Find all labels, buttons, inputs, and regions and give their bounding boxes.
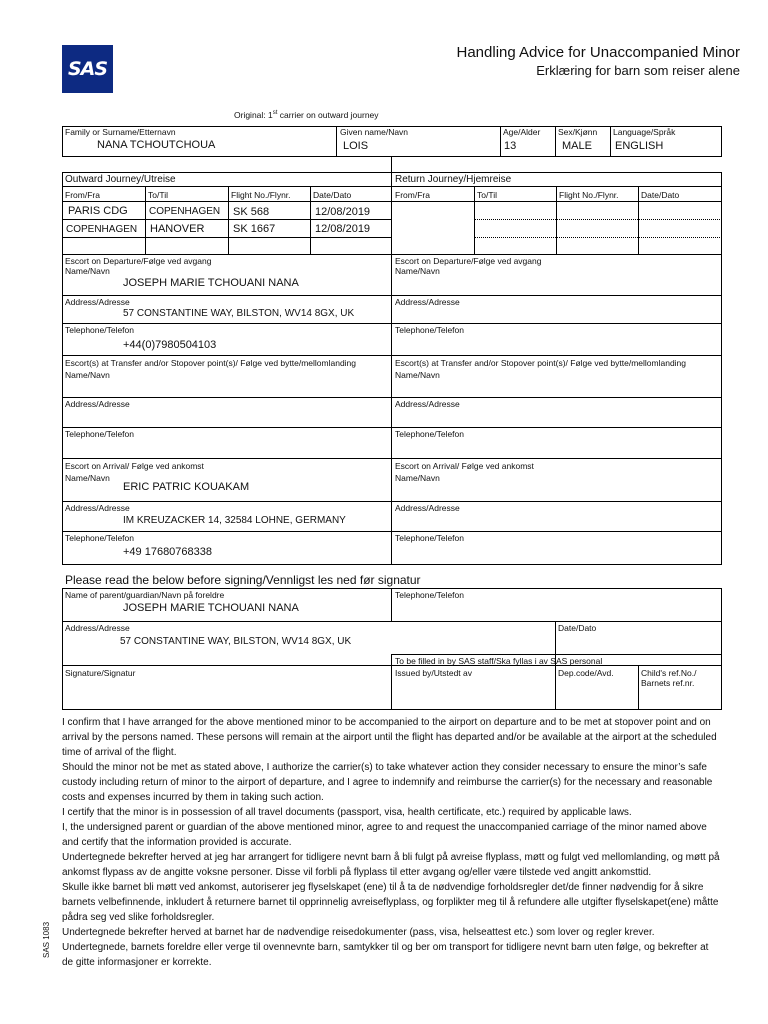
original-note: Original: 1st carrier on outward journey xyxy=(234,110,379,120)
ret-transfer-escort-label: Escort(s) at Transfer and/or Stopover point(s)/ Følge ved bytte/mellomlanding xyxy=(395,358,687,368)
transfer-escort-label: Escort(s) at Transfer and/or Stopover point(s)/ Følge ved bytte/mellomlanding xyxy=(65,358,357,368)
arrival-address-field[interactable]: IM KREUZACKER 14, 32584 LOHNE, GERMANY xyxy=(123,515,346,526)
guardian-name-label: Name of parent/guardian/Navn på foreldre xyxy=(65,590,225,600)
departure-phone-label: Telephone/Telefon xyxy=(65,325,135,335)
guardian-address-label: Address/Adresse xyxy=(65,623,130,633)
arrival-escort-label: Escort on Arrival/ Følge ved ankomst xyxy=(65,461,204,471)
outward-heading: Outward Journey/Utreise xyxy=(65,174,176,185)
transfer-name-label: Name/Navn xyxy=(65,370,110,380)
ret-arrival-name-label: Name/Navn xyxy=(395,473,440,483)
transfer-address-label: Address/Adresse xyxy=(65,399,130,409)
ret-arrival-address-label: Address/Adresse xyxy=(395,503,460,513)
childref-label-2: Barnets ref.nr. xyxy=(641,678,695,688)
return-heading: Return Journey/Hjemreise xyxy=(395,174,512,185)
col-date: Date/Dato xyxy=(313,190,352,200)
row1-date[interactable]: 12/08/2019 xyxy=(315,206,371,218)
departure-escort-label: Escort on Departure/Følge ved avgang xyxy=(65,256,212,266)
ret-arrival-phone-label: Telephone/Telefon xyxy=(395,533,465,543)
age-field[interactable]: 13 xyxy=(504,140,517,152)
row1-to[interactable]: COPENHAGEN xyxy=(149,206,221,217)
arrival-phone-field[interactable]: +49 17680768338 xyxy=(123,546,213,558)
departure-name-field[interactable]: JOSEPH MARIE TCHOUANI NANA xyxy=(123,277,299,289)
departure-address-label: Address/Adresse xyxy=(65,297,130,307)
guardian-date-label: Date/Dato xyxy=(558,623,597,633)
row1-from[interactable]: PARIS CDG xyxy=(68,205,128,217)
guardian-name-field[interactable]: JOSEPH MARIE TCHOUANI NANA xyxy=(123,602,299,614)
declaration-text xyxy=(62,715,722,970)
ret-col-from: From/Fra xyxy=(395,190,430,200)
guardian-address-field[interactable]: 57 CONSTANTINE WAY, BILSTON, WV14 8GX, UK xyxy=(120,636,352,647)
language-label: Language/Språk xyxy=(613,127,676,137)
declaration-paragraph: Undertegnede, barnets foreldre eller verge til ovennevnte barn, samtykker til og ber om transport for tidligere nevnt barn uten følge, og bekrefter at de gitte informasjoner er korrekte. xyxy=(62,942,709,968)
transfer-phone-label: Telephone/Telefon xyxy=(65,429,135,439)
family-label: Family or Surname/Etternavn xyxy=(65,127,176,137)
ret-col-flight: Flight No./Flynr. xyxy=(559,190,619,200)
sex-field[interactable]: MALE xyxy=(562,140,592,152)
declaration-paragraph: Undertegnede bekrefter herved at jeg har arrangert for tidligere nevnt barn å bli fulgt på avreise flyplass, møtt og fulgt ved mellomlanding, og møtt på ankomst flypass av de angitte voksne personer. Disse vil forbli på flyplass til etter avgang og/eller være tilstede ved angitt ankomsttid. xyxy=(62,852,720,878)
ret-departure-name-label: Name/Navn xyxy=(395,266,440,276)
row2-flight[interactable]: SK 1667 xyxy=(233,223,276,235)
ret-transfer-phone-label: Telephone/Telefon xyxy=(395,429,465,439)
age-label: Age/Alder xyxy=(503,127,541,137)
ret-transfer-address-label: Address/Adresse xyxy=(395,399,460,409)
signing-notice: Please read the below before signing/Vennligst les ned før signatur xyxy=(65,573,421,587)
arrival-name-field[interactable]: ERIC PATRIC KOUAKAM xyxy=(123,481,250,493)
declaration-paragraph: Should the minor not be met as stated above, I authorize the carrier(s) to take whatever action they consider necessary to ensure the minor’s safe custody including return of minor to the airport of departure, and I agree to indemnify and reimburse the carrier(s) for the necessary and reasonable costs and expenses incurred by them in taking such action. xyxy=(62,762,713,803)
family-field[interactable]: NANA TCHOUTCHOUA xyxy=(97,139,216,151)
guardian-phone-label: Telephone/Telefon xyxy=(395,590,465,600)
given-label: Given name/Navn xyxy=(340,127,409,137)
row2-to[interactable]: HANOVER xyxy=(150,223,205,235)
declaration-paragraph: I certify that the minor is in possession of all travel documents (passport, visa, health certificate, etc.) required by applicable laws. xyxy=(62,807,632,818)
form-code: SAS 1083 xyxy=(42,921,51,958)
language-field[interactable]: ENGLISH xyxy=(615,140,664,152)
sas-logo xyxy=(62,45,113,93)
arrival-name-label: Name/Navn xyxy=(65,473,110,483)
childref-label-1: Child's ref.No./ xyxy=(641,668,697,678)
declaration-paragraph: I, the undersigned parent or guardian of the above mentioned minor, agree to and request the unaccompanied carriage of the minor named above and certify that the information provided is accurate. xyxy=(62,822,707,848)
row2-from[interactable]: COPENHAGEN xyxy=(66,224,138,235)
departure-address-field[interactable]: 57 CONSTANTINE WAY, BILSTON, WV14 8GX, UK xyxy=(123,308,355,319)
arrival-phone-label: Telephone/Telefon xyxy=(65,533,135,543)
depcode-label: Dep.code/Avd. xyxy=(558,668,614,678)
col-from: From/Fra xyxy=(65,190,100,200)
issued-by-label: Issued by/Utstedt av xyxy=(395,668,473,678)
ret-departure-phone-label: Telephone/Telefon xyxy=(395,325,465,335)
ret-col-date: Date/Dato xyxy=(641,190,680,200)
departure-name-label: Name/Navn xyxy=(65,266,110,276)
ret-departure-escort-label: Escort on Departure/Følge ved avgang xyxy=(395,256,542,266)
form-subtitle: Erklæring for barn som reiser alene xyxy=(536,63,740,78)
arrival-address-label: Address/Adresse xyxy=(65,503,130,513)
declaration-paragraph: I confirm that I have arranged for the above mentioned minor to be accompanied to the airport on departure and to be met at stopover point and on arrival by the persons named. These persons will remain at the airport until the flight has departed and/or be available at the airport at the scheduled time of arrival of the flight. xyxy=(62,717,717,758)
signature-label: Signature/Signatur xyxy=(65,668,136,678)
form-title xyxy=(457,44,741,61)
given-field[interactable]: LOIS xyxy=(343,140,369,152)
ret-transfer-name-label: Name/Navn xyxy=(395,370,440,380)
staff-note: To be filled in by SAS staff/Ska fyllas i av SAS personal xyxy=(395,656,603,666)
col-to: To/Til xyxy=(148,190,168,200)
title-rest: for Unaccompanied Minor xyxy=(568,44,740,61)
ret-departure-address-label: Address/Adresse xyxy=(395,297,460,307)
row1-flight[interactable]: SK 568 xyxy=(233,206,270,218)
declaration-paragraph: Skulle ikke barnet bli møtt ved ankomst, autoriserer jeg flyselskapet (ene) til å ta de nødvendige forholdsregler det/de finner nødvendig for å sikre barnets velbefinnende, inkludert å returnere barnet til opprinnelig avreiseflyplass, og forplikter meg til å refundere alle utgifter flyselskapet(ene) måtte pådra seg ved slike forholdsregler. xyxy=(62,882,719,923)
row2-date[interactable]: 12/08/2019 xyxy=(315,223,371,235)
logo-text: SAS xyxy=(67,58,108,80)
ret-col-to: To/Til xyxy=(477,190,497,200)
declaration-paragraph: Undertegnede bekrefter herved at barnet har de nødvendige reisedokumenter (pass, visa, helseattest etc.) som lover og regler krever. xyxy=(62,927,655,938)
departure-phone-field[interactable]: +44(0)7980504103 xyxy=(123,339,217,351)
title-main: Handling Advice xyxy=(456,44,565,61)
ret-arrival-escort-label: Escort on Arrival/ Følge ved ankomst xyxy=(395,461,534,471)
sex-label: Sex/Kjønn xyxy=(558,127,598,137)
col-flight: Flight No./Flynr. xyxy=(231,190,291,200)
